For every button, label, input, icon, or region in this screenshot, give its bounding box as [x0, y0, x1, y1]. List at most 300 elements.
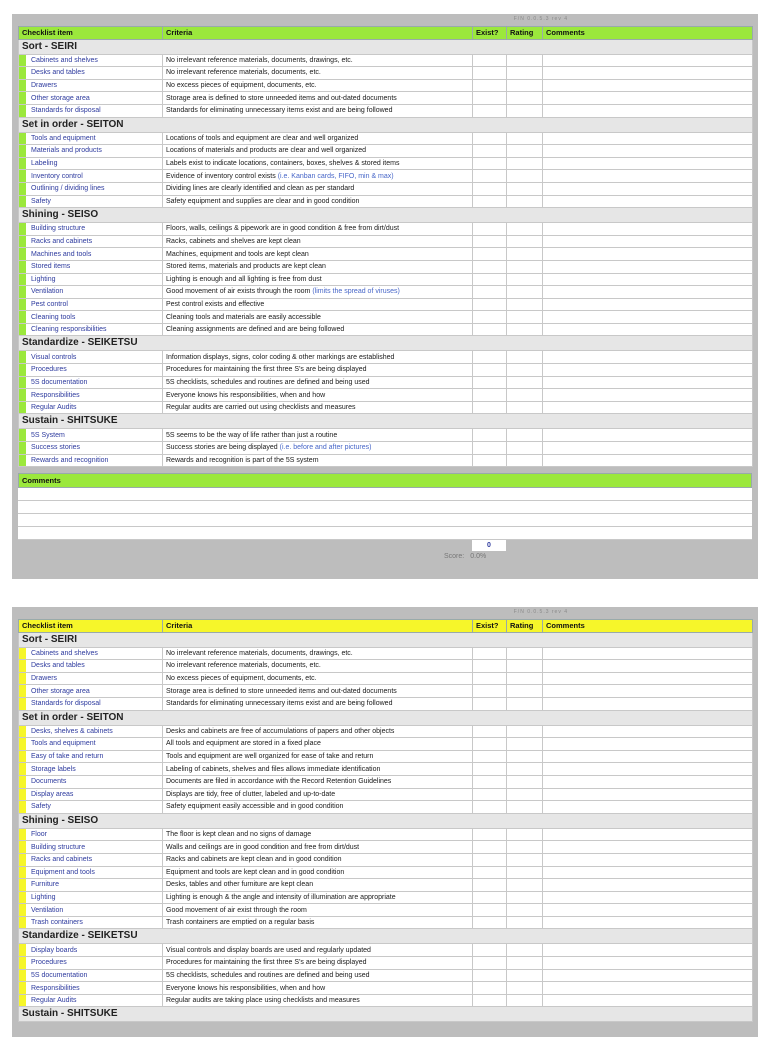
comment-cell[interactable]: [543, 79, 753, 92]
criteria-cell: [163, 957, 473, 970]
criteria-text: No irrelevant reference materials, documents, drawings, etc.: [166, 649, 353, 657]
exist-cell[interactable]: [473, 982, 507, 995]
section-title: Sort - SEIRI: [19, 39, 753, 54]
section-title: Standardize - SEIKETSU: [19, 336, 753, 351]
checklist-item: Other storage area: [19, 685, 163, 698]
rating-cell[interactable]: [507, 982, 543, 995]
criteria-text: Dividing lines are clearly identified and clean as per standard: [166, 185, 355, 193]
rating-cell[interactable]: [507, 364, 543, 377]
rating-cell[interactable]: [507, 145, 543, 158]
checklist-item: Other storage area: [19, 92, 163, 105]
checklist-item: Building structure: [19, 223, 163, 236]
table-row: [19, 982, 753, 995]
comment-cell[interactable]: [543, 957, 753, 970]
comment-cell[interactable]: [543, 672, 753, 685]
comment-cell[interactable]: [543, 775, 753, 788]
exist-cell[interactable]: [473, 132, 507, 145]
col-comments: Comments: [543, 620, 753, 633]
checklist-item: Standards for disposal: [19, 697, 163, 710]
criteria-cell: [163, 389, 473, 402]
rating-cell[interactable]: [507, 685, 543, 698]
comments-section: [18, 473, 752, 540]
checklist-item: Inventory control: [19, 170, 163, 183]
comment-cell[interactable]: [543, 311, 753, 324]
criteria-text: Racks, cabinets and shelves are kept clean: [166, 238, 301, 246]
criteria-text: Equipment and tools are kept clean and in good condition: [166, 868, 345, 876]
comment-cell[interactable]: [543, 647, 753, 660]
rating-cell[interactable]: [507, 260, 543, 273]
comment-cell[interactable]: [543, 248, 753, 261]
comment-cell[interactable]: [543, 879, 753, 892]
comment-cell[interactable]: [543, 944, 753, 957]
rating-cell[interactable]: [507, 750, 543, 763]
criteria-cell: [163, 104, 473, 117]
section-title: Set in order - SEITON: [19, 117, 753, 132]
criteria-cell: [163, 157, 473, 170]
comment-cell[interactable]: [543, 697, 753, 710]
criteria-text: No irrelevant reference materials, documents, etc.: [166, 662, 321, 670]
rating-cell[interactable]: [507, 969, 543, 982]
rating-cell[interactable]: [507, 801, 543, 814]
checklist-item: Easy of take and return: [19, 750, 163, 763]
criteria-cell: [163, 750, 473, 763]
exist-cell[interactable]: [473, 157, 507, 170]
comment-line[interactable]: [18, 527, 752, 540]
criteria-text: No irrelevant reference materials, documents, etc.: [166, 69, 321, 77]
rating-cell[interactable]: [507, 157, 543, 170]
exist-cell[interactable]: [473, 454, 507, 467]
rating-cell[interactable]: [507, 351, 543, 364]
rating-cell[interactable]: [507, 104, 543, 117]
criteria-cell: [163, 429, 473, 442]
comment-cell[interactable]: [543, 994, 753, 1007]
checklist-item: Desks and tables: [19, 660, 163, 673]
exist-cell[interactable]: [473, 866, 507, 879]
comments-header: Comments: [18, 473, 752, 488]
table-row: [19, 738, 753, 751]
comment-cell[interactable]: [543, 389, 753, 402]
table-row: [19, 944, 753, 957]
rating-cell[interactable]: [507, 429, 543, 442]
rating-cell[interactable]: [507, 248, 543, 261]
exist-cell[interactable]: [473, 170, 507, 183]
criteria-cell: [163, 364, 473, 377]
section-header: [19, 208, 753, 223]
table-row: [19, 273, 753, 286]
rating-cell[interactable]: [507, 376, 543, 389]
table-row: [19, 157, 753, 170]
exist-cell[interactable]: [473, 660, 507, 673]
exist-cell[interactable]: [473, 442, 507, 455]
table-row: [19, 223, 753, 236]
exist-cell[interactable]: [473, 351, 507, 364]
table-row: [19, 298, 753, 311]
rating-cell[interactable]: [507, 401, 543, 414]
comment-cell[interactable]: [543, 323, 753, 336]
criteria-cell: [163, 195, 473, 208]
criteria-text: Lighting is enough & the angle and intensity of illumination are appropriate: [166, 893, 396, 901]
comment-cell[interactable]: [543, 801, 753, 814]
exist-cell[interactable]: [473, 67, 507, 80]
comment-cell[interactable]: [543, 67, 753, 80]
criteria-text: Standards for eliminating unnecessary items exist and are being followed: [166, 700, 393, 708]
comment-cell[interactable]: [543, 725, 753, 738]
criteria-text: All tools and equipment are stored in a fixed place: [166, 740, 321, 748]
checklist-item: Cabinets and shelves: [19, 54, 163, 67]
exist-cell[interactable]: [473, 788, 507, 801]
exist-cell[interactable]: [473, 248, 507, 261]
exist-cell[interactable]: [473, 273, 507, 286]
exist-cell[interactable]: [473, 311, 507, 324]
comment-cell[interactable]: [543, 376, 753, 389]
exist-cell[interactable]: [473, 286, 507, 299]
criteria-note: (i.e. Kanban cards, FIFO, min & max): [277, 172, 394, 180]
section-header: [19, 336, 753, 351]
table-row: [19, 429, 753, 442]
checklist-item: Cabinets and shelves: [19, 647, 163, 660]
rating-cell[interactable]: [507, 67, 543, 80]
exist-cell[interactable]: [473, 376, 507, 389]
table-row: [19, 195, 753, 208]
checklist-item: Standards for disposal: [19, 104, 163, 117]
table-row: [19, 647, 753, 660]
exist-cell[interactable]: [473, 969, 507, 982]
rating-cell[interactable]: [507, 442, 543, 455]
rating-cell[interactable]: [507, 672, 543, 685]
checklist-item: Lighting: [19, 891, 163, 904]
comment-cell[interactable]: [543, 763, 753, 776]
criteria-text: Lighting is enough and all lighting is free from dust: [166, 275, 322, 283]
criteria-text: Labeling of cabinets, shelves and files allows immediate identification: [166, 765, 381, 773]
exist-cell[interactable]: [473, 944, 507, 957]
criteria-cell: [163, 79, 473, 92]
checklist-item: 5S documentation: [19, 969, 163, 982]
exist-cell[interactable]: [473, 323, 507, 336]
comment-cell[interactable]: [543, 364, 753, 377]
criteria-text: Machines, equipment and tools are kept clean: [166, 250, 309, 258]
comment-cell[interactable]: [543, 853, 753, 866]
rating-cell[interactable]: [507, 853, 543, 866]
comment-cell[interactable]: [543, 866, 753, 879]
exist-cell[interactable]: [473, 389, 507, 402]
comment-cell[interactable]: [543, 54, 753, 67]
rating-cell[interactable]: [507, 697, 543, 710]
comment-cell[interactable]: [543, 195, 753, 208]
rating-cell[interactable]: [507, 54, 543, 67]
exist-cell[interactable]: [473, 182, 507, 195]
rating-cell[interactable]: [507, 841, 543, 854]
checklist-item: Lighting: [19, 273, 163, 286]
exist-cell[interactable]: [473, 429, 507, 442]
exist-cell[interactable]: [473, 145, 507, 158]
comment-cell[interactable]: [543, 351, 753, 364]
score-label: Score:: [444, 553, 465, 561]
comment-cell[interactable]: [543, 788, 753, 801]
rating-cell[interactable]: [507, 866, 543, 879]
comment-cell[interactable]: [543, 286, 753, 299]
exist-cell[interactable]: [473, 223, 507, 236]
checklist-item: Regular Audits: [19, 401, 163, 414]
checklist-item: 5S System: [19, 429, 163, 442]
table-row: [19, 697, 753, 710]
comment-cell[interactable]: [543, 92, 753, 105]
table-row: [19, 323, 753, 336]
comment-cell[interactable]: [543, 235, 753, 248]
rating-cell[interactable]: [507, 389, 543, 402]
criteria-text: Racks and cabinets are kept clean and in good condition: [166, 856, 342, 864]
comment-line[interactable]: [18, 501, 752, 514]
comment-cell[interactable]: [543, 442, 753, 455]
criteria-cell: [163, 801, 473, 814]
criteria-text: Displays are tidy, free of clutter, labeled and up-to-date: [166, 790, 336, 798]
section-title: Shining - SEISO: [19, 813, 753, 828]
exist-cell[interactable]: [473, 92, 507, 105]
comment-cell[interactable]: [543, 260, 753, 273]
rating-cell[interactable]: [507, 725, 543, 738]
comment-line[interactable]: [18, 488, 752, 501]
comment-cell[interactable]: [543, 454, 753, 467]
exist-cell[interactable]: [473, 195, 507, 208]
section-header: [19, 117, 753, 132]
col-exist: Exist?: [473, 620, 507, 633]
rating-cell[interactable]: [507, 170, 543, 183]
rating-cell[interactable]: [507, 132, 543, 145]
comment-cell[interactable]: [543, 132, 753, 145]
comment-cell[interactable]: [543, 157, 753, 170]
criteria-text: Storage area is defined to store unneeded items and out-dated documents: [166, 94, 397, 102]
criteria-text: Good movement of air exist through the room: [166, 906, 307, 914]
criteria-text: Rewards and recognition is part of the 5S system: [166, 456, 319, 464]
rating-cell[interactable]: [507, 904, 543, 917]
exist-cell[interactable]: [473, 697, 507, 710]
checklist-item: Drawers: [19, 672, 163, 685]
rating-cell[interactable]: [507, 788, 543, 801]
checklist-item: Racks and cabinets: [19, 235, 163, 248]
rating-cell[interactable]: [507, 916, 543, 929]
exist-cell[interactable]: [473, 775, 507, 788]
criteria-text: Procedures for maintaining the first three S's are being displayed: [166, 959, 367, 967]
checklist-item: Equipment and tools: [19, 866, 163, 879]
exist-cell[interactable]: [473, 235, 507, 248]
rating-cell[interactable]: [507, 92, 543, 105]
table-row: [19, 54, 753, 67]
col-criteria: Criteria: [163, 27, 473, 40]
criteria-text: Desks, tables and other furniture are kept clean: [166, 881, 314, 889]
table-row: [19, 969, 753, 982]
rating-cell[interactable]: [507, 235, 543, 248]
rating-cell[interactable]: [507, 738, 543, 751]
section-title: Standardize - SEIKETSU: [19, 929, 753, 944]
criteria-cell: [163, 775, 473, 788]
criteria-text: Visual controls and display boards are used and regularly updated: [166, 946, 371, 954]
comment-line[interactable]: [18, 514, 752, 527]
table-row: [19, 672, 753, 685]
criteria-text: Locations of tools and equipment are clear and well organized: [166, 134, 359, 142]
criteria-cell: [163, 223, 473, 236]
exist-cell[interactable]: [473, 853, 507, 866]
exist-cell[interactable]: [473, 828, 507, 841]
comment-cell[interactable]: [543, 685, 753, 698]
exist-cell[interactable]: [473, 54, 507, 67]
checklist-item: Tools and equipment: [19, 132, 163, 145]
criteria-text: Regular audits are carried out using checklists and measures: [166, 404, 356, 412]
exist-cell[interactable]: [473, 763, 507, 776]
section-title: Shining - SEISO: [19, 208, 753, 223]
comment-cell[interactable]: [543, 891, 753, 904]
criteria-text: Safety equipment and supplies are clear and in good condition: [166, 197, 360, 205]
table-row: [19, 442, 753, 455]
checklist-item: Furniture: [19, 879, 163, 892]
criteria-text: Stored items, materials and products are kept clean: [166, 263, 326, 271]
checklist-table: [18, 619, 753, 1022]
table-row: [19, 866, 753, 879]
criteria-cell: [163, 235, 473, 248]
criteria-cell: [163, 286, 473, 299]
exist-cell[interactable]: [473, 801, 507, 814]
criteria-cell: [163, 763, 473, 776]
checklist-item: Display areas: [19, 788, 163, 801]
col-checklist-item: Checklist item: [19, 620, 163, 633]
exist-cell[interactable]: [473, 647, 507, 660]
comment-cell[interactable]: [543, 170, 753, 183]
criteria-text: Procedures for maintaining the first three S's are being displayed: [166, 366, 367, 374]
section-title: Sort - SEIRI: [19, 632, 753, 647]
criteria-cell: [163, 92, 473, 105]
criteria-cell: [163, 376, 473, 389]
comment-cell[interactable]: [543, 145, 753, 158]
checklist-item: Procedures: [19, 364, 163, 377]
rating-cell[interactable]: [507, 454, 543, 467]
rating-cell[interactable]: [507, 195, 543, 208]
exist-cell[interactable]: [473, 104, 507, 117]
rating-cell[interactable]: [507, 323, 543, 336]
rating-cell[interactable]: [507, 775, 543, 788]
rating-cell[interactable]: [507, 182, 543, 195]
comment-cell[interactable]: [543, 738, 753, 751]
exist-cell[interactable]: [473, 364, 507, 377]
comment-cell[interactable]: [543, 273, 753, 286]
comment-cell[interactable]: [543, 969, 753, 982]
table-row: [19, 957, 753, 970]
exist-cell[interactable]: [473, 904, 507, 917]
comment-cell[interactable]: [543, 298, 753, 311]
criteria-cell: [163, 298, 473, 311]
rating-cell[interactable]: [507, 957, 543, 970]
comment-cell[interactable]: [543, 104, 753, 117]
table-row: [19, 104, 753, 117]
rating-cell[interactable]: [507, 891, 543, 904]
rating-cell[interactable]: [507, 311, 543, 324]
table-row: [19, 92, 753, 105]
comment-cell[interactable]: [543, 841, 753, 854]
comment-cell[interactable]: [543, 916, 753, 929]
comment-cell[interactable]: [543, 182, 753, 195]
criteria-cell: [163, 145, 473, 158]
comment-cell[interactable]: [543, 904, 753, 917]
criteria-text: Safety equipment easily accessible and in good condition: [166, 803, 344, 811]
exist-cell[interactable]: [473, 957, 507, 970]
table-row: [19, 904, 753, 917]
exist-cell[interactable]: [473, 685, 507, 698]
criteria-text: Floors, walls, ceilings & pipework are in good condition & free from dirt/dust: [166, 225, 400, 233]
table-header: [19, 27, 753, 40]
score-value: 0.0%: [470, 553, 487, 561]
rating-cell[interactable]: [507, 223, 543, 236]
rating-cell[interactable]: [507, 944, 543, 957]
exist-cell[interactable]: [473, 738, 507, 751]
exist-cell[interactable]: [473, 672, 507, 685]
exist-cell[interactable]: [473, 891, 507, 904]
comment-cell[interactable]: [543, 429, 753, 442]
rating-cell[interactable]: [507, 879, 543, 892]
checklist-item: Stored items: [19, 260, 163, 273]
criteria-cell: [163, 994, 473, 1007]
criteria-cell: [163, 132, 473, 145]
criteria-text: Storage area is defined to store unneeded items and out-dated documents: [166, 687, 397, 695]
rating-cell[interactable]: [507, 660, 543, 673]
checklist-item: Responsibilities: [19, 389, 163, 402]
criteria-text: Everyone knows his responsibilities, when and how: [166, 391, 326, 399]
checklist-item: Ventilation: [19, 286, 163, 299]
criteria-text: No excess pieces of equipment, documents, etc.: [166, 675, 317, 683]
checklist-item: Outlining / dividing lines: [19, 182, 163, 195]
criteria-cell: [163, 738, 473, 751]
criteria-text: Cleaning assignments are defined and are being followed: [166, 326, 345, 334]
rating-cell[interactable]: [507, 763, 543, 776]
criteria-text: Labels exist to indicate locations, containers, boxes, shelves & stored items: [166, 160, 400, 168]
criteria-cell: [163, 311, 473, 324]
comment-cell[interactable]: [543, 660, 753, 673]
rating-cell[interactable]: [507, 647, 543, 660]
criteria-cell: [163, 788, 473, 801]
section-header: [19, 1007, 753, 1022]
table-row: [19, 182, 753, 195]
col-exist: Exist?: [473, 27, 507, 40]
table-row: [19, 879, 753, 892]
exist-cell[interactable]: [473, 750, 507, 763]
checklist-item: Storage labels: [19, 763, 163, 776]
table-row: [19, 311, 753, 324]
rating-cell[interactable]: [507, 828, 543, 841]
comment-cell[interactable]: [543, 401, 753, 414]
exist-cell[interactable]: [473, 260, 507, 273]
checklist-item: Floor: [19, 828, 163, 841]
exist-cell[interactable]: [473, 79, 507, 92]
comment-cell[interactable]: [543, 982, 753, 995]
exist-cell[interactable]: [473, 916, 507, 929]
criteria-cell: [163, 67, 473, 80]
comment-cell[interactable]: [543, 750, 753, 763]
exist-cell[interactable]: [473, 841, 507, 854]
exist-cell[interactable]: [473, 994, 507, 1007]
exist-cell[interactable]: [473, 401, 507, 414]
rating-cell[interactable]: [507, 286, 543, 299]
table-row: [19, 235, 753, 248]
checklist-item: Safety: [19, 801, 163, 814]
criteria-cell: [163, 54, 473, 67]
rating-cell[interactable]: [507, 994, 543, 1007]
comment-cell[interactable]: [543, 223, 753, 236]
exist-cell[interactable]: [473, 879, 507, 892]
exist-cell[interactable]: [473, 298, 507, 311]
rating-cell[interactable]: [507, 79, 543, 92]
criteria-cell: [163, 944, 473, 957]
rating-cell[interactable]: [507, 298, 543, 311]
rating-cell[interactable]: [507, 273, 543, 286]
comment-cell[interactable]: [543, 828, 753, 841]
exist-cell[interactable]: [473, 725, 507, 738]
section-title: Sustain - SHITSUKE: [19, 414, 753, 429]
